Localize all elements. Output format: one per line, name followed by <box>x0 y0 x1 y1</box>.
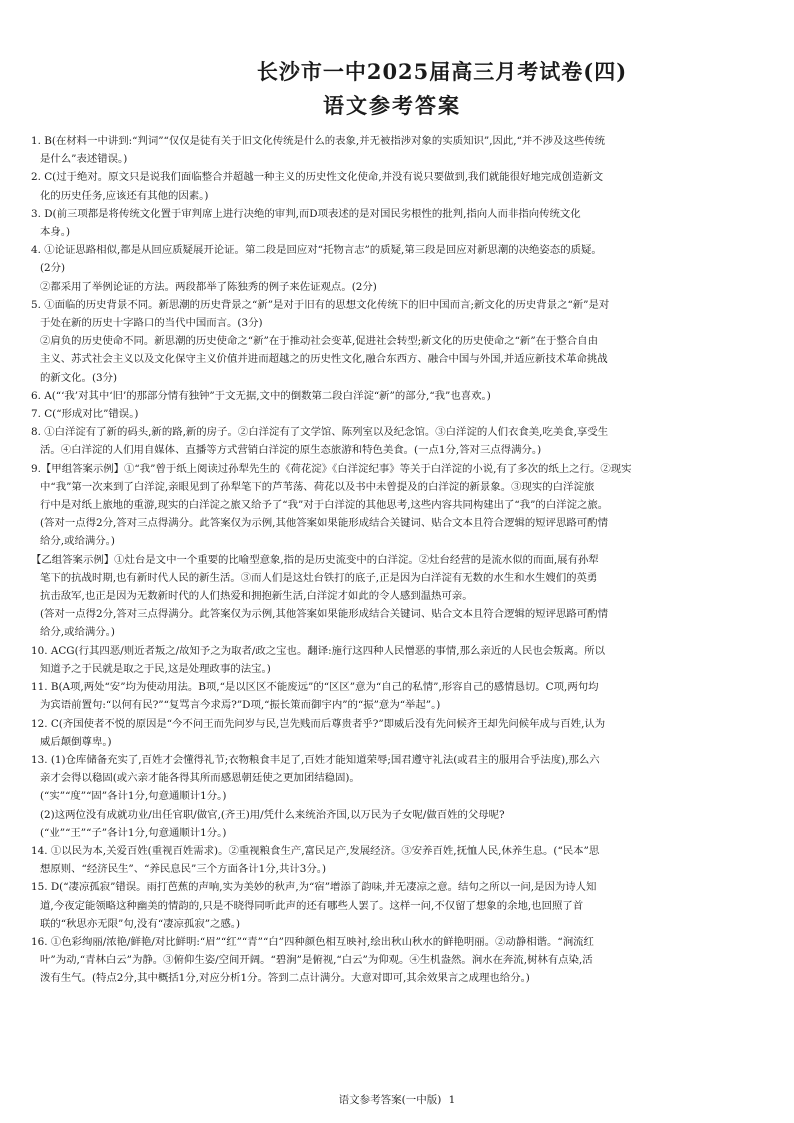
answer-line: 6. A(“‘我’对其中‘旧’的那部分情有独钟”于文无据,文中的倒数第二段白洋淀“新”的部分,“我”也喜欢。) <box>31 389 491 402</box>
answer-line: 9.【甲组答案示例】①“我”曾于纸上阅读过孙犁先生的《荷花淀》《白洋淀纪事》等关于白洋淀的小说,有了多次的纸上之行。②现实 <box>31 462 632 475</box>
answer-line: 12. C(齐国使者不悦的原因是“今不问王而先问岁与民,岂先贱而后尊贵者乎?”即威后没有先问候齐王却先问候年成与百姓,认为 <box>31 717 606 730</box>
answer-list <box>31 132 757 988</box>
answer-line: 10. ACG(行其四恶/则近者叛之/故知予之为取者/政之宝也。翻译:施行这四种人民憎恶的事情,那么亲近的人民也会叛离。所以 <box>31 644 606 657</box>
answer-line: 7. C(“形成对比”错误。) <box>31 408 139 421</box>
answer-item <box>31 642 757 678</box>
answer-item <box>31 460 757 551</box>
answer-line: 14. ①以民为本,关爱百姓(重视百姓需求)。②重视粮食生产,富民足产,发展经济。③安养百姓,抚恤人民,休养生息。(“民本”思 <box>31 844 600 857</box>
answer-line: 8. ①白洋淀有了新的码头,新的路,新的房子。②白洋淀有了文学馆、陈列室以及纪念馆。③白洋淀的人们衣食美,吃美食,享受生 <box>31 426 609 439</box>
answer-line: 2. C(过于绝对。原文只是说我们面临整合并超越一种主义的历史性文化使命,并没有说只要做到,我们就能很好地完成创造新文 <box>31 171 604 184</box>
answer-line: 13. (1)仓库储备充实了,百姓才会懂得礼节;衣物粮食丰足了,百姓才能知道荣辱;国君遵守礼法(或君主的服用合乎法度),那么六 <box>31 753 600 766</box>
answer-item <box>31 678 757 714</box>
answer-line: 亲才会得以稳固(或六亲才能各得其所而感恩朝廷使之更加团结稳固)。 <box>40 772 360 785</box>
answer-line: ②肩负的历史使命不同。新思潮的历史使命之“新”在于推动社会变革,促进社会转型;新文化的历史使命之“新”在于整合自由 <box>40 335 598 348</box>
answer-item <box>31 878 757 933</box>
answer-item <box>31 132 757 168</box>
answer-line: 叶”为动,“青林白云”为静。③俯仰生姿/空间开阔。“碧涧”是俯视,“白云”为仰观。④生机盎然。涧水在奔流,树林有点染,活 <box>40 954 593 967</box>
answer-line: 想原则、“经济民生”、“养民息民”三个方面各计1分,共计3分。) <box>40 863 326 876</box>
answer-item <box>31 423 757 459</box>
answer-line: 于处在新的历史十字路口的当代中国而言。(3分) <box>40 317 263 330</box>
answer-item <box>31 387 757 405</box>
answer-line: (答对一点得2分,答对三点得满分。此答案仅为示例,其他答案如果能形成结合关键词、贴合文本且符合逻辑的短评思路可酌情 <box>40 517 608 530</box>
answer-line: 为宾语前置句:“以何有民?”“复骂言今求焉?”D项,“振长策而御宇内”的“振”意为“举起”。) <box>40 699 441 712</box>
answer-line: 活。④白洋淀的人们用自媒体、直播等方式营销白洋淀的原生态旅游和特色美食。(一点1分,答对三点得满分。) <box>40 444 542 457</box>
page-footer <box>0 1092 794 1107</box>
page-subtitle: 语文参考答案 <box>323 93 461 118</box>
answer-item <box>31 551 757 642</box>
answer-line: (答对一点得2分,答对三点得满分。此答案仅为示例,其他答案如果能形成结合关键词、贴合文本且符合逻辑的短评思路可酌情 <box>40 608 608 621</box>
answer-item <box>31 296 757 387</box>
answer-item <box>31 205 757 241</box>
answer-line: (2分) <box>40 262 66 275</box>
answer-line: 知道予之于民就是取之于民,这是处理政事的法宝。) <box>40 662 271 675</box>
page-number: 1 <box>448 1094 456 1106</box>
answer-line: 道,今夜定能领略这种幽美的情韵的,只是不晓得同听此声的还有哪些人罢了。这样一问,不仅留了想象的余地,也回照了首 <box>40 899 584 912</box>
answer-line: 抗击敌军,也正是因为无数新时代的人们热爱和拥抱新生活,白洋淀才如此的令人感到温热可亲。 <box>40 590 473 603</box>
answer-item <box>31 715 757 751</box>
answer-line: 给分,或给满分。) <box>40 535 115 548</box>
answer-line: 中“我”第一次来到了白洋淀,亲眼见到了孙犁笔下的芦苇荡、荷花以及书中未曾提及的白洋淀的新景象。③现实的白洋淀旅 <box>40 480 595 493</box>
answer-line: 的新文化。(3分) <box>40 371 118 384</box>
page-title: 长沙市一中2025届高三月考试卷(四) <box>256 59 628 84</box>
answer-line: 行中是对纸上旅地的重游,现实的白洋淀之旅又给予了“我”对于白洋淀的其他思考,这些内容共同构建出了“我”的白洋淀之旅。 <box>40 499 609 512</box>
answer-item <box>31 405 757 423</box>
answer-line: (2)这两位没有成就功业/出任官职/做官,(齐王)用/凭什么来统治齐国,以万民为子女呢/做百姓的父母呢? <box>40 808 505 821</box>
answer-line: 4. ①论证思路相似,都是从回应质疑展开论证。第二段是回应对“托物言志”的质疑,第三段是回应对新思潮的决绝姿态的质疑。 <box>31 244 602 257</box>
answer-line: 1. B(在材料一中讲到:“判词”“仅仅是徒有关于旧文化传统是什么的表象,并无被指涉对象的实质知识”,因此,“并不涉及这些传统 <box>31 135 606 147</box>
answer-line: 泼有生气。(特点2分,其中概括1分,对应分析1分。答到二点计满分。大意对即可,其余效果言之成理也给分。) <box>40 972 530 985</box>
answer-item <box>31 842 757 878</box>
answer-line: 联的“秋思亦无限”句,没有“凄凉孤寂”之感。) <box>40 917 241 930</box>
answer-line: 给分,或给满分。) <box>40 626 115 639</box>
answer-line: (“业”“王”“子”各计1分,句意通顺计1分。) <box>40 826 227 839</box>
answer-item <box>31 933 757 988</box>
answer-line: 笔下的抗战时期,也有新时代人民的新生活。③而人们是这灶台铁打的底子,正是因为白洋淀有无数的水生和水生嫂们的英勇 <box>40 571 598 584</box>
answer-item <box>31 751 757 842</box>
footer-label: 语文参考答案(一中版) <box>338 1094 442 1106</box>
answer-line: 16. ①色彩绚丽/浓艳/鲜艳/对比鲜明:“眉”“红”“青”“白”四种颜色相互映衬,绘出秋山秋水的鲜艳明丽。②动静相谐。“涧流红 <box>31 935 594 948</box>
answer-line: 是什么”表述错误。) <box>40 153 128 166</box>
answer-line: 11. B(A项,两处“安”均为使动用法。B项,“是以区区不能废远”的“区区”意为“自己的私情”,形容自己的感情恳切。C项,两句均 <box>31 681 599 694</box>
answer-line: 15. D(“凄凉孤寂”错误。雨打芭蕉的声响,实为美妙的秋声,为“宿”增添了韵味,并无凄凉之意。结句之所以一问,是因为诗人知 <box>31 881 597 894</box>
answer-line: 主义、苏式社会主义以及文化保守主义价值并进而超越之的历史性文化,融合东西方、融合中国与外国,并适应新技术革命挑战 <box>40 353 608 366</box>
answer-item <box>31 241 757 296</box>
answer-line: 化的历史任务,应该还有其他的因素。) <box>40 189 209 202</box>
answer-line: (“实”“度”“固”各计1分,句意通顺计1分。) <box>40 790 227 803</box>
answer-line: 本身。) <box>40 226 71 239</box>
answer-line: 威后颠倒尊卑。) <box>40 735 112 748</box>
answer-line: 3. D(前三项都是将传统文化置于审判席上进行决绝的审判,而D项表述的是对国民劣根性的批判,指向人而非指向传统文化 <box>31 207 581 220</box>
answer-item <box>31 168 757 204</box>
answer-line: ②都采用了举例论证的方法。两段都举了陈独秀的例子来佐证观点。(2分) <box>40 280 377 293</box>
answer-line: 【乙组答案示例】①灶台是文中一个重要的比喻型意象,指的是历史流变中的白洋淀。②灶台经营的是流水似的而面,展有孙犁 <box>31 553 599 566</box>
answer-line: 5. ①面临的历史背景不同。新思潮的历史背景之“新”是对于旧有的思想文化传统下的旧中国而言;新文化的历史背景之“新”是对 <box>31 298 610 311</box>
